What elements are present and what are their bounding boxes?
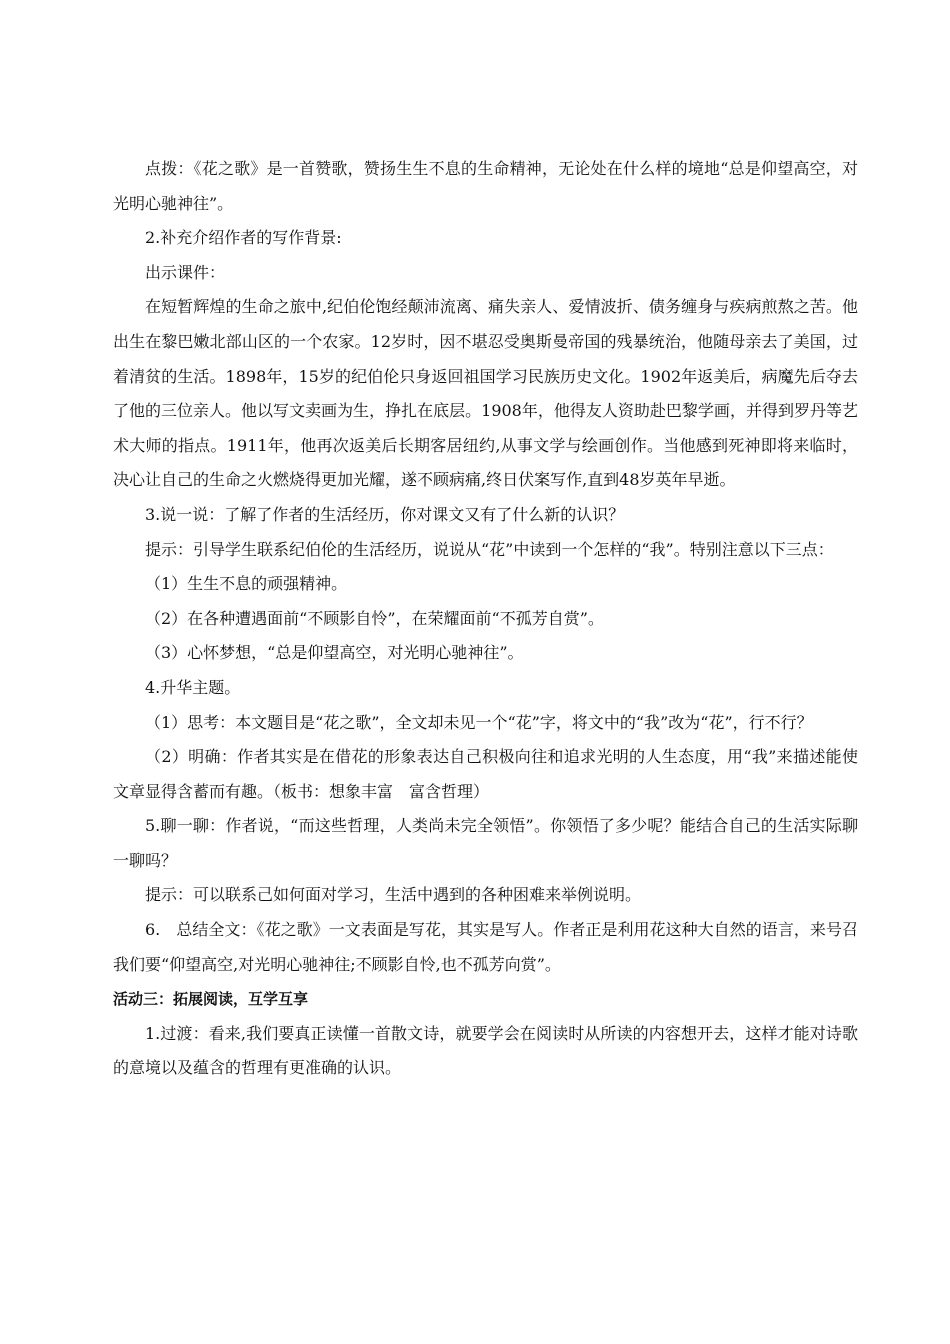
paragraph-hint-1: 点拨：《花之歌》是一首赞歌，赞扬生生不息的生命精神，无论处在什么样的境地“总是仰望高空，对光明心驰神往”。: [113, 159, 858, 213]
paragraph-step-4: 4.升华主题。: [145, 677, 241, 697]
paragraph-think: （1）思考：本文题目是“花之歌”，全文却未见一个“花”字，将文中的“我”改为“花”，行不行？: [145, 712, 813, 732]
paragraph-hint-2: 提示：引导学生联系纪伯伦的生活经历，说说从“花”中读到一个怎样的“我”。特别注意以下三点：: [145, 539, 834, 559]
section-heading-activity-3: 活动三：拓展阅读，互学互享: [113, 990, 309, 1009]
document-body: [113, 152, 858, 1086]
paragraph-summary: 6. 总结全文：《花之歌》一文表面是写花，其实是写人。作者正是利用花这种大自然的语言，来号召我们要“仰望高空,对光明心驰神往;不顾影自怜,也不孤芳向赏”。: [113, 920, 858, 974]
paragraph-step-5: 5.聊一聊：作者说，“而这些哲理，人类尚未完全领悟”。你领悟了多少呢？能结合自己的生活实际聊一聊吗？: [113, 816, 858, 870]
paragraph-step-3: 3.说一说：了解了作者的生活经历，你对课文又有了什么新的认识？: [145, 504, 625, 524]
paragraph-transition: 1.过渡：看来,我们要真正读懂一首散文诗，就要学会在阅读时从所读的内容想开去，这样才能对诗歌的意境以及蕴含的哲理有更准确的认识。: [113, 1023, 858, 1078]
paragraph-clarify: （2）明确：作者其实是在借花的形象表达自己积极向往和追求光明的人生态度，用“我”来描述能使文章显得含蓄而有趣。（板书：想象丰富 富含哲理）: [113, 747, 858, 801]
list-item-2: （2）在各种遭遇面前“不顾影自怜”，在荣耀面前“不孤芳自赏”。: [145, 608, 604, 628]
list-item-3: （3）心怀梦想，“总是仰望高空，对光明心驰神往”。: [145, 643, 524, 663]
paragraph-hint-3: 提示：可以联系己如何面对学习，生活中遇到的各种困难来举例说明。: [145, 885, 642, 905]
paragraph-show-slides: 出示课件：: [145, 262, 226, 282]
paragraph-step-2: 2.补充介绍作者的写作背景:: [145, 228, 342, 248]
paragraph-author-background: 在短暂辉煌的生命之旅中,纪伯伦饱经颠沛流离、痛失亲人、爱情波折、债务缠身与疾病煎熬之苦。他出生在黎巴嫩北部山区的一个农家。12岁时，因不堪忍受奥斯曼帝国的残暴统治，他随母亲去了美国，过着清贫的生活。1898年，15岁的纪伯伦只身返回祖国学习民族历史文化。1902年返美后，病魔先后夺去了他的三位亲人。他以写文卖画为生，挣扎在底层。1908年，他得友人资助赴巴黎学画，并得到罗丹等艺术大师的指点。1911年，他再次返美后长期客居纽约,从事文学与绘画创作。当他感到死神即将来临时， 决心让自己的生命之火燃烧得更加光耀，遂不顾病痛,终日伏案写作,直到48岁英年早逝。: [113, 297, 858, 490]
list-item-1: （1）生生不息的顽强精神。: [145, 574, 348, 594]
